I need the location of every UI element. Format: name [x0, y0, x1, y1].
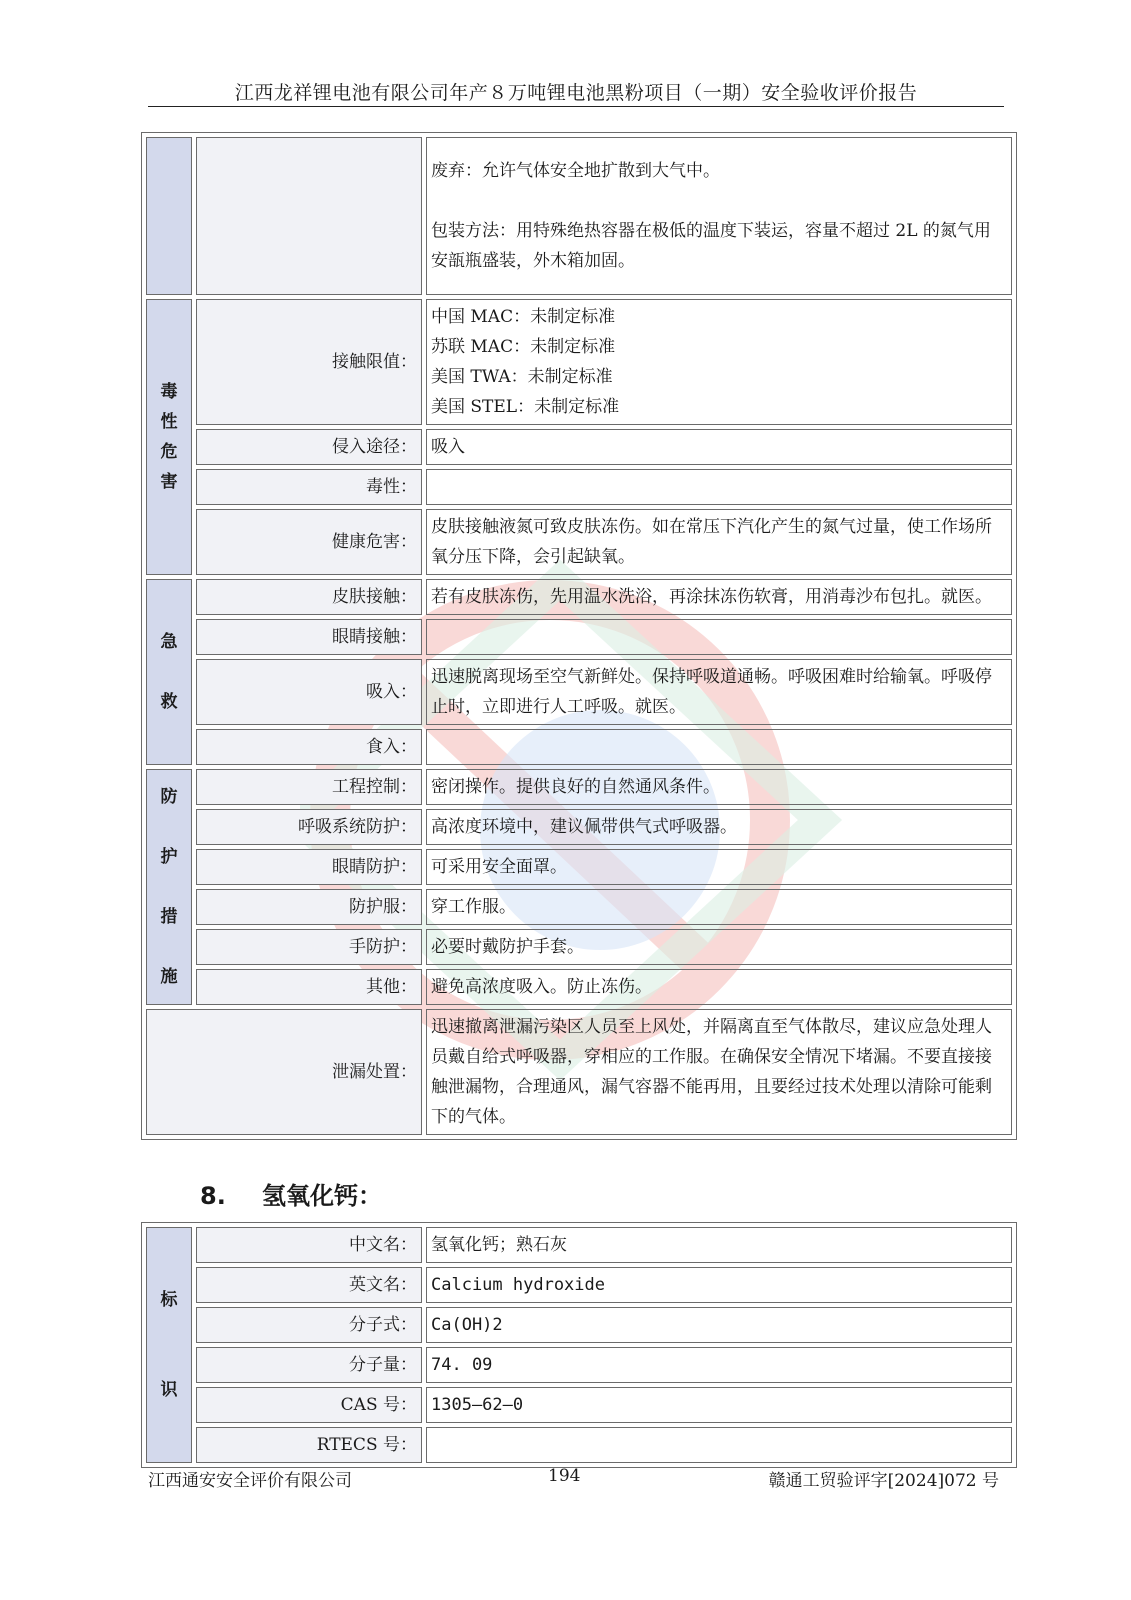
row-value-ingestion	[426, 729, 1012, 765]
table-row	[146, 809, 1012, 845]
table-row	[146, 1307, 1012, 1343]
row-label-hand-protection: 手防护：	[196, 929, 422, 965]
row-label-leak-handling: 泄漏处置：	[146, 1009, 422, 1135]
row-value-formula: Ca(OH)2	[426, 1307, 1012, 1343]
row-label-respiratory-protection: 呼吸系统防护：	[196, 809, 422, 845]
row-value-inhalation: 迅速脱离现场至空气新鲜处。保持呼吸道通畅。呼吸困难时给输氧。呼吸停止时，立即进行人工呼吸。就医。	[426, 659, 1012, 725]
row-value-english-name: Calcium hydroxide	[426, 1267, 1012, 1303]
row-value-hand-protection: 必要时戴防护手套。	[426, 929, 1012, 965]
row-value-toxicity	[426, 469, 1012, 505]
row-label-other: 其他：	[196, 969, 422, 1005]
table-row	[146, 299, 1012, 425]
table-row	[146, 1347, 1012, 1383]
footer-company: 江西通安安全评价有限公司	[148, 1471, 352, 1491]
row-label-rtecs: RTECS 号：	[196, 1427, 422, 1463]
row-label-blank	[196, 137, 422, 295]
row-value-health-hazard: 皮肤接触液氮可致皮肤冻伤。如在常压下汽化产生的氮气过量，使工作场所氧分压下降，会引起缺氧。	[426, 509, 1012, 575]
row-label-english-name: 英文名：	[196, 1267, 422, 1303]
row-label-eye-contact: 眼睛接触：	[196, 619, 422, 655]
table-row	[146, 619, 1012, 655]
row-label-chinese-name: 中文名：	[196, 1227, 422, 1263]
table-row	[146, 1227, 1012, 1263]
row-label-cas: CAS 号：	[196, 1387, 422, 1423]
table-row	[146, 659, 1012, 725]
side-header-blank	[146, 137, 192, 295]
row-value-protective-clothing: 穿工作服。	[426, 889, 1012, 925]
row-label-skin-contact: 皮肤接触：	[196, 579, 422, 615]
page-header-title: 江西龙祥锂电池有限公司年产８万吨锂电池黑粉项目（一期）安全验收评价报告	[234, 82, 918, 104]
side-header-identification: 标 识	[146, 1227, 192, 1463]
row-value-leak-handling: 迅速撤离泄漏污染区人员至上风处，并隔离直至气体散尽，建议应急处理人员戴自给式呼吸器，穿相应的工作服。在确保安全情况下堵漏。不要直接接触泄漏物，合理通风，漏气容器不能再用，且要经过技术处理以清除可能剩下的气体。	[426, 1009, 1012, 1135]
side-header-first-aid: 急 救	[146, 579, 192, 765]
row-label-inhalation: 吸入：	[196, 659, 422, 725]
footer-page-number: 194	[548, 1466, 581, 1486]
side-header-protection: 防 护 措 施	[146, 769, 192, 1005]
row-value-molecular-weight: 74. 09	[426, 1347, 1012, 1383]
row-value-other: 避免高浓度吸入。防止冻伤。	[426, 969, 1012, 1005]
table-row	[146, 429, 1012, 465]
row-value-cas: 1305—62—0	[426, 1387, 1012, 1423]
table-row	[146, 929, 1012, 965]
row-value-respiratory-protection: 高浓度环境中，建议佩带供气式呼吸器。	[426, 809, 1012, 845]
row-label-eye-protection: 眼睛防护：	[196, 849, 422, 885]
table-row	[146, 969, 1012, 1005]
msds-table-calcium-hydroxide	[141, 1222, 1017, 1468]
section-title: 氢氧化钙：	[262, 1182, 382, 1210]
row-label-protective-clothing: 防护服：	[196, 889, 422, 925]
footer-report-number: 赣通工贸验评字[2024]072 号	[768, 1471, 999, 1491]
table-row	[146, 849, 1012, 885]
table-row	[146, 1009, 1012, 1135]
section-heading	[200, 1176, 382, 1211]
table-row	[146, 729, 1012, 765]
table-row-continued	[146, 137, 1012, 295]
table-row	[146, 509, 1012, 575]
row-label-health-hazard: 健康危害：	[196, 509, 422, 575]
table-row	[146, 469, 1012, 505]
row-value-disposal-packaging: 废弃：允许气体安全地扩散到大气中。 包装方法：用特殊绝热容器在极低的温度下装运，容量不超过 2L 的氮气用安瓿瓶盛装，外木箱加固。	[426, 137, 1012, 295]
row-value-eye-protection: 可采用安全面罩。	[426, 849, 1012, 885]
table-row	[146, 579, 1012, 615]
table-row	[146, 1387, 1012, 1423]
section-number: 8.	[200, 1182, 226, 1210]
row-label-toxicity: 毒性：	[196, 469, 422, 505]
msds-table-nitrogen	[141, 132, 1017, 1140]
row-value-exposure-limits: 中国 MAC：未制定标准 苏联 MAC：未制定标准 美国 TWA：未制定标准 美国 STEL：未制定标准	[426, 299, 1012, 425]
row-label-ingestion: 食入：	[196, 729, 422, 765]
row-label-route: 侵入途径：	[196, 429, 422, 465]
row-label-engineering-control: 工程控制：	[196, 769, 422, 805]
side-header-toxicity: 毒 性 危 害	[146, 299, 192, 575]
row-value-eye-contact	[426, 619, 1012, 655]
row-value-route: 吸入	[426, 429, 1012, 465]
row-value-skin-contact: 若有皮肤冻伤，先用温水洗浴，再涂抹冻伤软膏，用消毒沙布包扎。就医。	[426, 579, 1012, 615]
row-value-engineering-control: 密闭操作。提供良好的自然通风条件。	[426, 769, 1012, 805]
row-label-formula: 分子式：	[196, 1307, 422, 1343]
row-value-rtecs	[426, 1427, 1012, 1463]
row-label-exposure-limits: 接触限值：	[196, 299, 422, 425]
row-label-molecular-weight: 分子量：	[196, 1347, 422, 1383]
row-value-chinese-name: 氢氧化钙；熟石灰	[426, 1227, 1012, 1263]
table-row	[146, 1267, 1012, 1303]
table-row	[146, 1427, 1012, 1463]
table-row	[146, 769, 1012, 805]
table-row	[146, 889, 1012, 925]
header-divider	[148, 106, 1004, 107]
